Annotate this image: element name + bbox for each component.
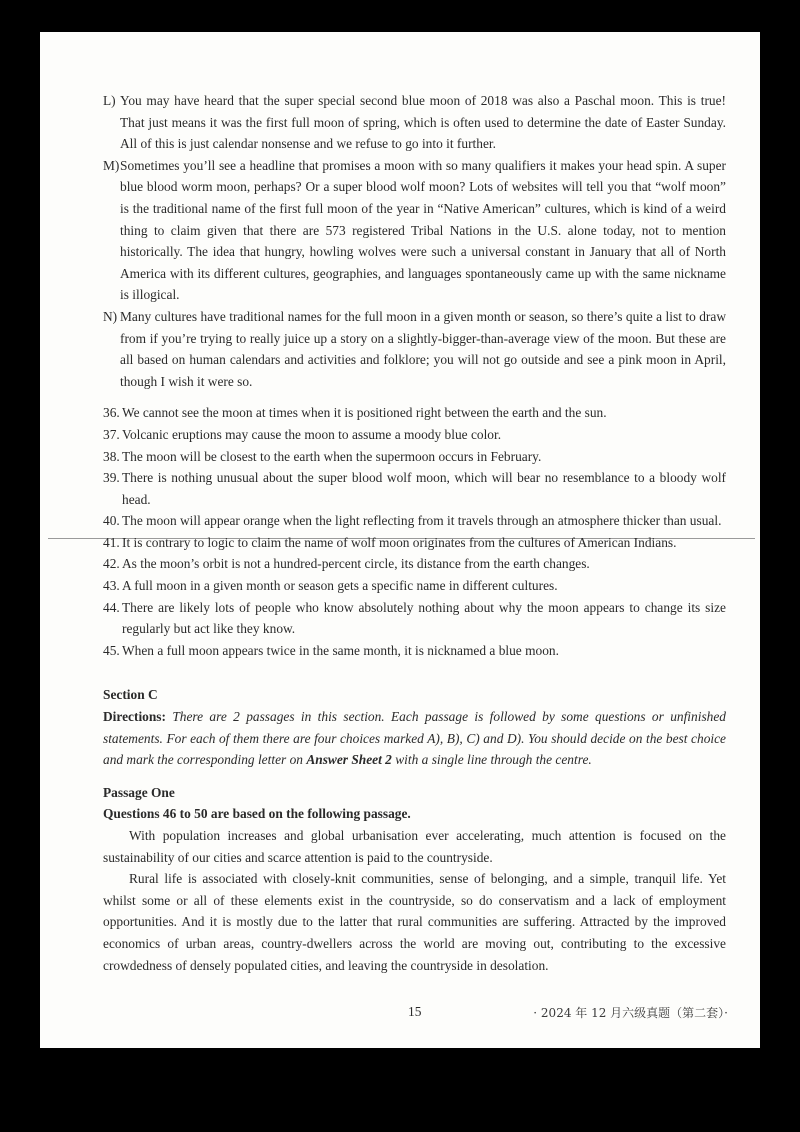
option-label: L) (103, 93, 116, 108)
statement-number: 39. (103, 470, 120, 486)
statement-number: 36. (103, 405, 120, 421)
passage-subtitle: Questions 46 to 50 are based on the following passage. (103, 806, 411, 822)
option-label: M) (103, 157, 120, 173)
passage-paragraph: Rural life is associated with closely-knit communities, sense of belonging, and a simple, tranquil life. Yet whilst some or all of these elements exist in the countryside, so do conservatism and a lack of employment opportunities. And it is mostly due to the latter that rural communities are suffering. Attracted by the improved economics of urban areas, country-dwellers across the world are moving out, contributing to the excessive crowdedness of densely populated cities, and leaving the countryside in desolation. (103, 871, 726, 973)
statement-number: 44. (103, 599, 120, 615)
option-label: N) (103, 308, 118, 324)
statement-40 (103, 510, 726, 532)
statement-number: 38. (103, 448, 120, 464)
paragraph-options (103, 90, 726, 392)
statement-text: A full moon in a given month or season gets a specific name in different cultures. (122, 578, 558, 594)
statement-41 (103, 532, 726, 554)
passage-paragraph: With population increases and global urbanisation ever accelerating, much attention is focused on the sustainability of our cities and scarce attention is paid to the countryside. (103, 828, 726, 865)
page-content (103, 90, 726, 976)
statement-44 (103, 597, 726, 640)
directions-text-end: with a single line through the centre. (391, 752, 592, 768)
statement-text: It is contrary to logic to claim the name of wolf moon originates from the cultures of American Indians. (122, 534, 677, 550)
statement-text: The moon will be closest to the earth when the supermoon occurs in February. (122, 448, 542, 464)
statement-text: We cannot see the moon at times when it is positioned right between the earth and the sun. (122, 405, 607, 421)
statement-38 (103, 446, 726, 468)
option-text: Many cultures have traditional names for the full moon in a given month or season, so there’s quite a list to draw from if you’re trying to really juice up a story on a slightly-bigger-than-average view of the moon. But these are all based on human calendars and activities and folklore; you will not go outside and see a pink moon in April, though I wish it were so. (120, 308, 726, 389)
directions-label: Directions: (103, 709, 166, 725)
answer-sheet-reference: Answer Sheet 2 (306, 752, 392, 768)
passage-title: Passage One (103, 784, 175, 800)
statement-text: When a full moon appears twice in the same month, it is nicknamed a blue moon. (122, 642, 559, 658)
statement-45 (103, 640, 726, 662)
statement-number: 45. (103, 642, 120, 658)
statement-42 (103, 553, 726, 575)
section-directions (103, 706, 726, 771)
option-paragraph-l (103, 90, 726, 155)
statement-text: Volcanic eruptions may cause the moon to assume a moody blue color. (122, 426, 502, 442)
statement-37 (103, 424, 726, 446)
statement-text: As the moon’s orbit is not a hundred-percent circle, its distance from the earth changes. (122, 556, 590, 572)
statement-number: 41. (103, 534, 120, 550)
option-paragraph-m (103, 155, 726, 306)
statement-list (103, 402, 726, 661)
statement-number: 42. (103, 556, 120, 572)
statement-text: The moon will appear orange when the light reflecting from it travels through an atmosphere thicker than usual. (122, 513, 722, 529)
page-number: 15 (408, 1004, 422, 1019)
statement-36 (103, 402, 726, 424)
statement-text: There are likely lots of people who know absolutely nothing about why the moon appears to change its size regularly but act like they know. (122, 599, 726, 637)
option-text: Sometimes you’ll see a headline that promises a moon with so many qualifiers it makes your head spin. A super blue blood worm moon, perhaps? Or a super blood wolf moon? Lots of websites will tell you that “wolf moon” is the traditional name of the first full moon of the year in “Native American” cultures, which is kind of a weird thing to claim given that there are 573 registered Tribal Nations in the U.S. alone today, not to mention historically. The idea that hungry, howling wolves were such a universal constant in January that all of North America with its different cultures, geographies, and languages spontaneously came up with the same nickname is illogical. (120, 157, 726, 303)
option-paragraph-n (103, 306, 726, 392)
statement-number: 43. (103, 578, 120, 594)
statement-43 (103, 575, 726, 597)
document-page (40, 32, 760, 1048)
statement-39 (103, 467, 726, 510)
statement-number: 37. (103, 426, 120, 442)
directions-text: There are 2 passages in this section. Each passage is followed by some questions or unfinished statements. For each of them there are four choices marked A), B), C) and D). You should decide on the best choice and mark the corresponding letter on (103, 709, 726, 768)
statement-number: 40. (103, 513, 120, 529)
option-text: You may have heard that the super special second blue moon of 2018 was also a Paschal moon. This is true! That just means it was the first full moon of spring, which is often used to determine the date of Easter Sunday. All of this is just calendar nonsense and we refuse to go into it further. (120, 93, 726, 152)
statement-text: There is nothing unusual about the super blood wolf moon, which will bear no resemblance to a bloody wolf head. (122, 470, 726, 507)
section-heading: Section C (103, 687, 158, 703)
exam-title-footer: · 2024 年 12 月六级真题（第二套）· (533, 1006, 728, 1020)
